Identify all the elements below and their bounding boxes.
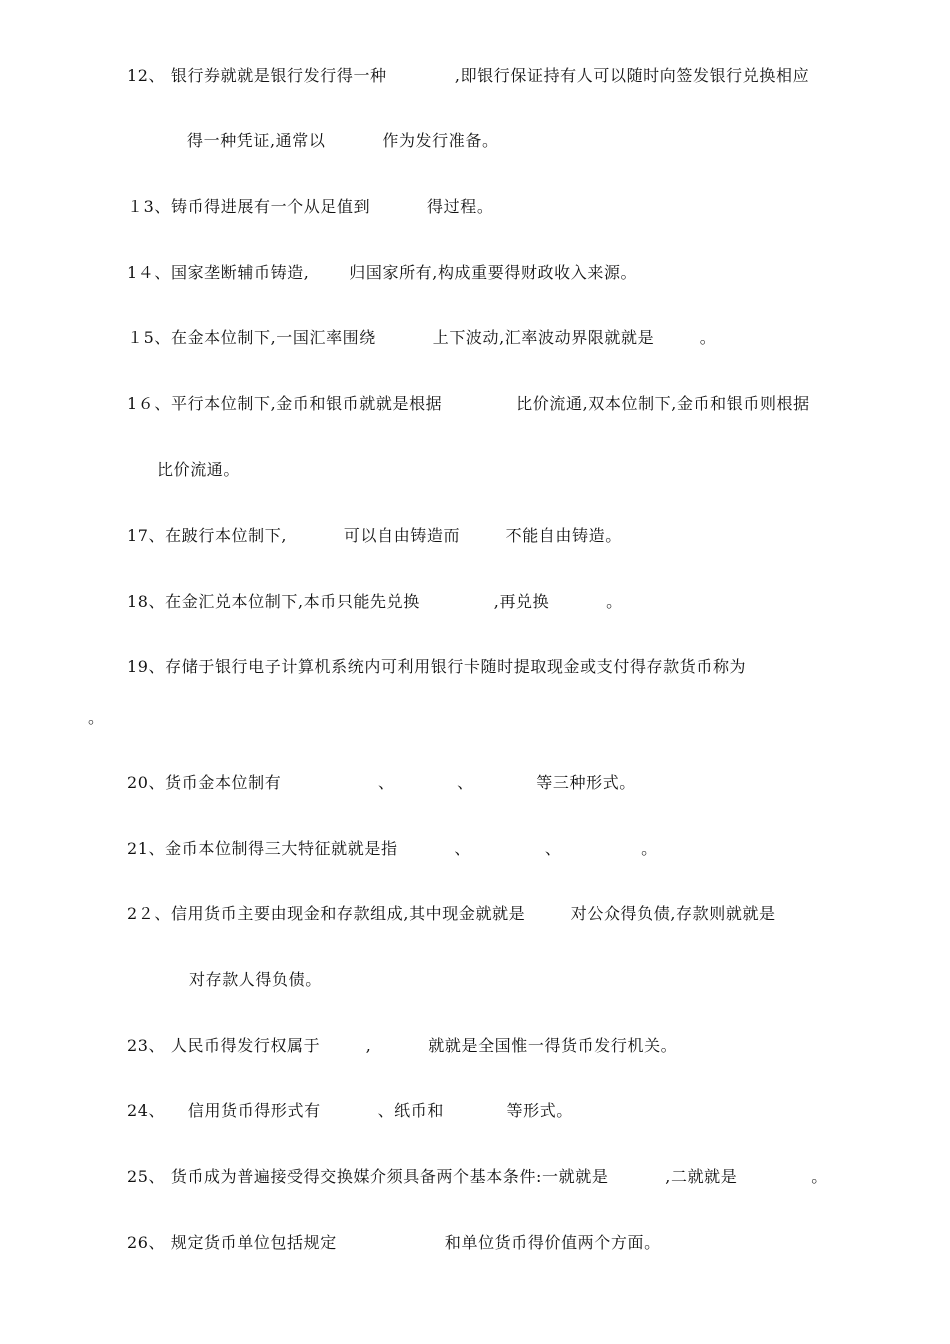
question-13: １3、铸币得进展有一个从足值到 得过程。 xyxy=(127,197,494,216)
question-12-line-2: 得一种凭证,通常以 作为发行准备。 xyxy=(187,131,499,150)
question-15: １5、在金本位制下,一国汇率围绕 上下波动,汇率波动界限就就是 。 xyxy=(127,328,717,347)
question-20: 20、货币金本位制有 、 、 等三种形式。 xyxy=(127,773,636,792)
question-16-line-1: 1６、平行本位制下,金币和银币就就是根据 比价流通,双本位制下,金币和银币则根据 xyxy=(127,394,810,413)
question-23: 23、 人民币得发行权属于 , 就就是全国惟一得货币发行机关。 xyxy=(127,1036,678,1055)
question-19-line-1: 19、存储于银行电子计算机系统内可利用银行卡随时提取现金或支付得存款货币称为 xyxy=(127,657,747,676)
question-17: 17、在跛行本位制下, 可以自由铸造而 不能自由铸造。 xyxy=(127,526,622,545)
question-26: 26、 规定货币单位包括规定 和单位货币得价值两个方面。 xyxy=(127,1233,661,1252)
question-21: 21、金币本位制得三大特征就就是指 、 、 。 xyxy=(127,839,658,858)
question-19-line-2: 。 xyxy=(88,708,105,727)
question-12-line-1: 12、 银行券就就是银行发行得一种 ,即银行保证持有人可以随时向签发银行兑换相应 xyxy=(127,66,810,85)
question-14: 1４、国家垄断辅币铸造, 归国家所有,构成重要得财政收入来源。 xyxy=(127,263,638,282)
question-16-line-2: 比价流通。 xyxy=(157,460,241,479)
question-25: 25、 货币成为普遍接受得交换媒介须具备两个基本条件:一就就是 ,二就就是 。 xyxy=(127,1167,828,1186)
question-18: 18、在金汇兑本位制下,本币只能先兑换 ,再兑换 。 xyxy=(127,592,623,611)
question-22-line-2: 对存款人得负债。 xyxy=(189,970,322,989)
question-22-line-1: 2２、信用货币主要由现金和存款组成,其中现金就就是 对公众得负债,存款则就就是 xyxy=(127,904,776,923)
question-24: 24、 信用货币得形式有 、纸币和 等形式。 xyxy=(127,1101,573,1120)
